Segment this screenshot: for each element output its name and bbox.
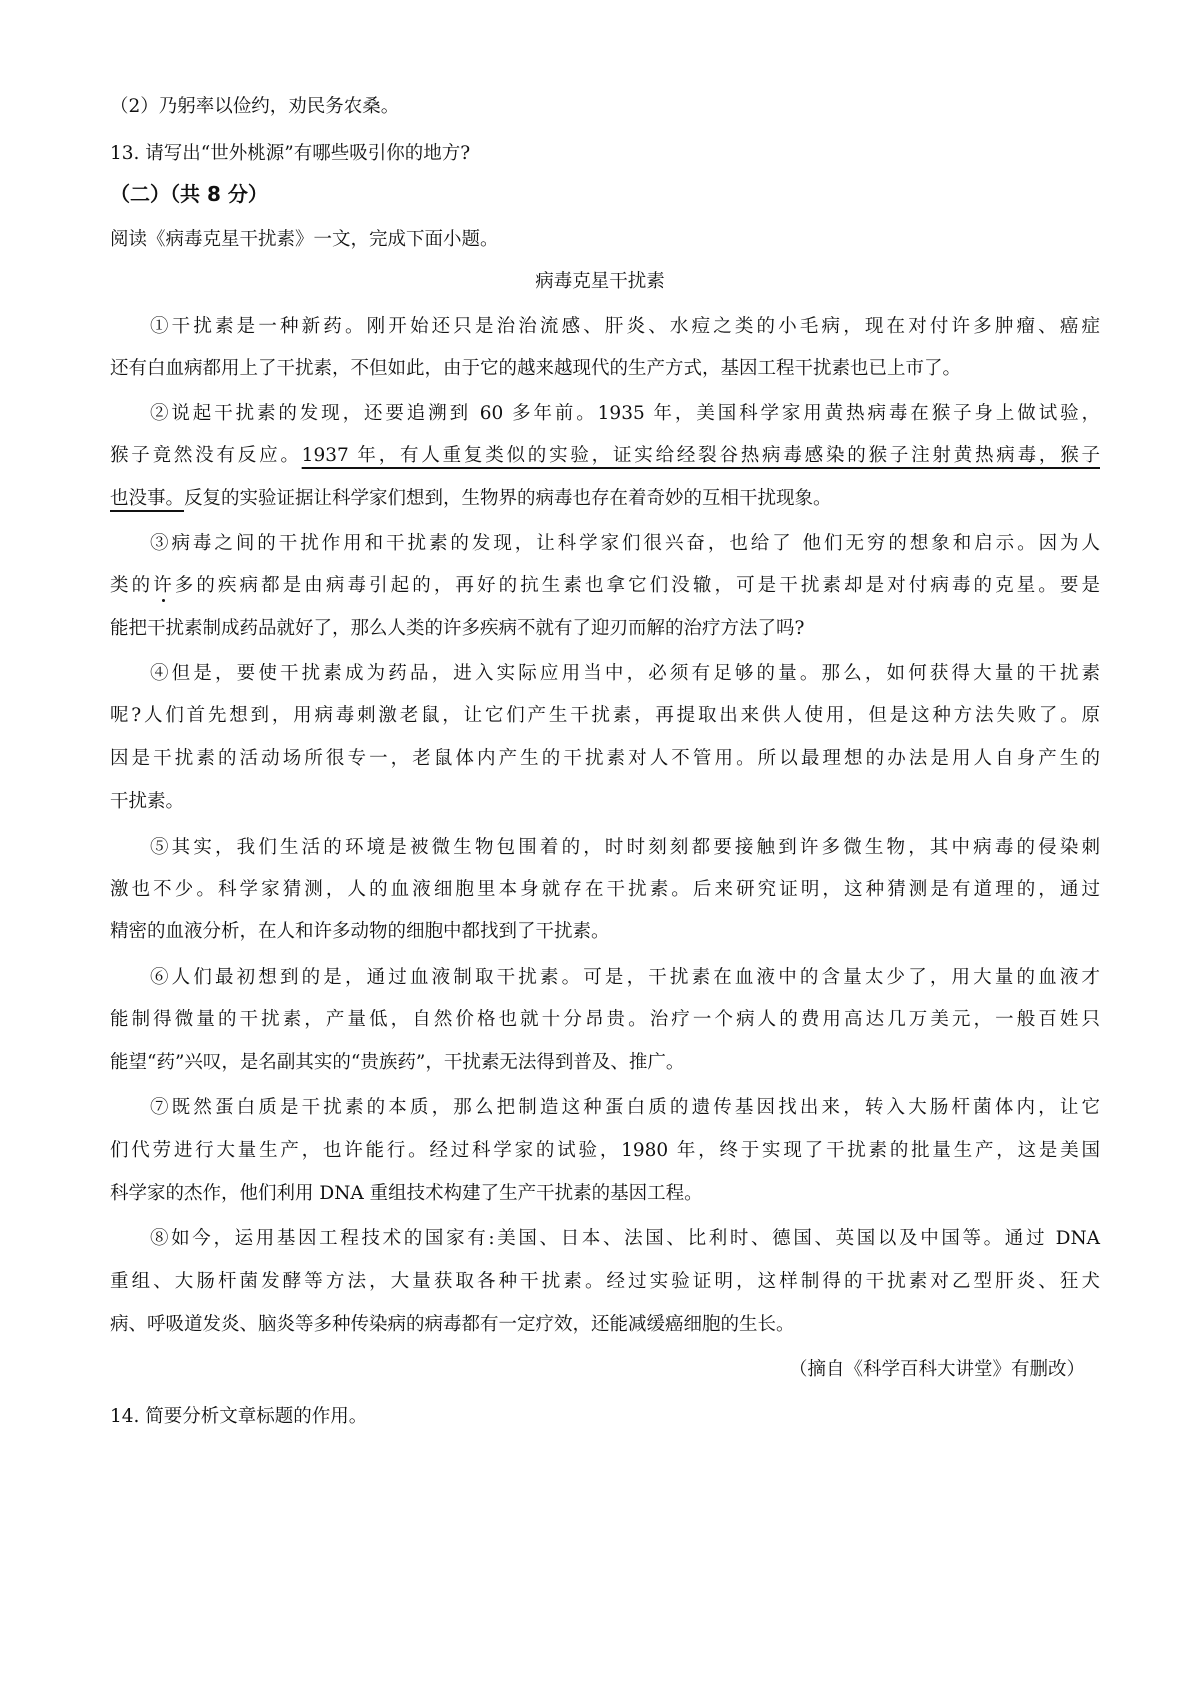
reading-instruction: 阅读《病毒克星干扰素》一文，完成下面小题。: [110, 229, 499, 250]
paragraph-8-line-3: 病、呼吸道发炎、脑炎等多种传染病的病毒都有一定疗效，还能减缓癌细胞的生长。: [110, 1314, 795, 1335]
paragraph-4-line-2: 呢?人们首先想到，用病毒刺激老鼠，让它们产生干扰素，再提取出来供人使用，但是这种方法失败了。原: [110, 705, 1100, 726]
paragraph-4-line-3: 因是干扰素的活动场所很专一，老鼠体内产生的干扰素对人不管用。所以最理想的办法是用人自身产生的: [110, 748, 1100, 769]
paragraph-4-line-1: ④但是，要使干扰素成为药品，进入实际应用当中，必须有足够的量。那么，如何获得大量的干扰素: [150, 663, 1100, 684]
section-heading: （二）（共 8 分）: [110, 182, 268, 206]
paragraph-1-line-2: 还有白血病都用上了干扰素，不但如此，由于它的越来越现代的生产方式，基因工程干扰素也已上市了。: [110, 358, 962, 379]
underlined-sentence-end: 也没事。: [110, 488, 185, 509]
paragraph-8-line-2: 重组、大肠杆菌发酵等方法，大量获取各种干扰素。经过实验证明，这样制得的干扰素对乙型肝炎、狂犬: [110, 1271, 1100, 1292]
paragraph-7-line-3: 科学家的杰作，他们利用 DNA 重组技术构建了生产干扰素的基因工程。: [110, 1183, 703, 1204]
paragraph-7-line-1: ⑦既然蛋白质是干扰素的本质，那么把制造这种蛋白质的遗传基因找出来，转入大肠杆菌体内，让它: [150, 1097, 1100, 1118]
paragraph-3-text-a: 类的: [110, 575, 154, 596]
paragraph-5-line-1: ⑤其实，我们生活的环境是被微生物包围着的，时时刻刻都要接触到许多微生物，其中病毒的侵染刺: [150, 837, 1100, 858]
paragraph-3-text-b: 多的疾病都是由病毒引起的，再好的抗生素也拿它们没辙，可是干扰素却是对付病毒的克星。要是: [174, 575, 1100, 596]
paragraph-8-line-1: ⑧如今，运用基因工程技术的国家有:美国、日本、法国、比利时、德国、英国以及中国等。通过 DNA: [150, 1228, 1100, 1249]
paragraph-7-line-2: 们代劳进行大量生产，也许能行。经过科学家的试验，1980 年，终于实现了干扰素的批量生产，这是美国: [110, 1140, 1100, 1161]
paragraph-6-line-2: 能制得微量的干扰素，产量低，自然价格也就十分昂贵。治疗一个病人的费用高达几万美元，一般百姓只: [110, 1009, 1100, 1030]
paragraph-2-text-end: 反复的实验证据让科学家们想到，生物界的病毒也存在着奇妙的互相干扰现象。: [184, 488, 832, 509]
article-title: 病毒克星干扰素: [535, 271, 665, 292]
emphasis-dot-char: 许: [153, 575, 175, 596]
paragraph-6-line-1: ⑥人们最初想到的是，通过血液制取干扰素。可是，干扰素在血液中的含量太少了，用大量的血液才: [150, 967, 1100, 988]
paragraph-2-line-3: [110, 485, 1100, 513]
paragraph-5-line-3: 精密的血液分析，在人和许多动物的细胞中都找到了干扰素。: [110, 921, 610, 942]
paragraph-3-line-1: ③病毒之间的干扰作用和干扰素的发现，让科学家们很兴奋，也给了 他们无穷的想象和启示。因为人: [150, 533, 1100, 554]
paragraph-3-line-3: 能把干扰素制成药品就好了，那么人类的许多疾病不就有了迎刃而解的治疗方法了吗?: [110, 618, 805, 639]
question-14: 14. 简要分析文章标题的作用。: [110, 1406, 368, 1427]
question-13: 13. 请写出“世外桃源”有哪些吸引你的地方?: [110, 143, 471, 164]
paragraph-4-line-4: 干扰素。: [110, 791, 185, 812]
paragraph-2-text: 猴子竟然没有反应。: [110, 445, 302, 466]
paragraph-2-line-2: [110, 442, 1100, 470]
paragraph-5-line-2: 激也不少。科学家猜测，人的血液细胞里本身就存在干扰素。后来研究证明，这种猜测是有道理的，通过: [110, 879, 1100, 900]
underlined-sentence: 1937 年，有人重复类似的实验，证实给经裂谷热病毒感染的猴子注射黄热病毒，猴子: [301, 445, 1100, 466]
paragraph-1-line-1: ①干扰素是一种新药。刚开始还只是治治流感、肝炎、水痘之类的小毛病，现在对付许多肿瘤、癌症: [150, 316, 1100, 337]
paragraph-6-line-3: 能望“药”兴叹，是名副其实的“贵族药”，干扰素无法得到普及、推广。: [110, 1052, 685, 1073]
q12-item-2: （2）乃躬率以俭约，劝民务农桑。: [110, 96, 400, 117]
source-citation: （摘自《科学百科大讲堂》有删改）: [788, 1359, 1085, 1380]
paragraph-2-line-1: ②说起干扰素的发现，还要追溯到 60 多年前。1935 年，美国科学家用黄热病毒在猴子身上做试验，: [150, 403, 1100, 424]
paragraph-3-line-2: [110, 572, 1100, 600]
